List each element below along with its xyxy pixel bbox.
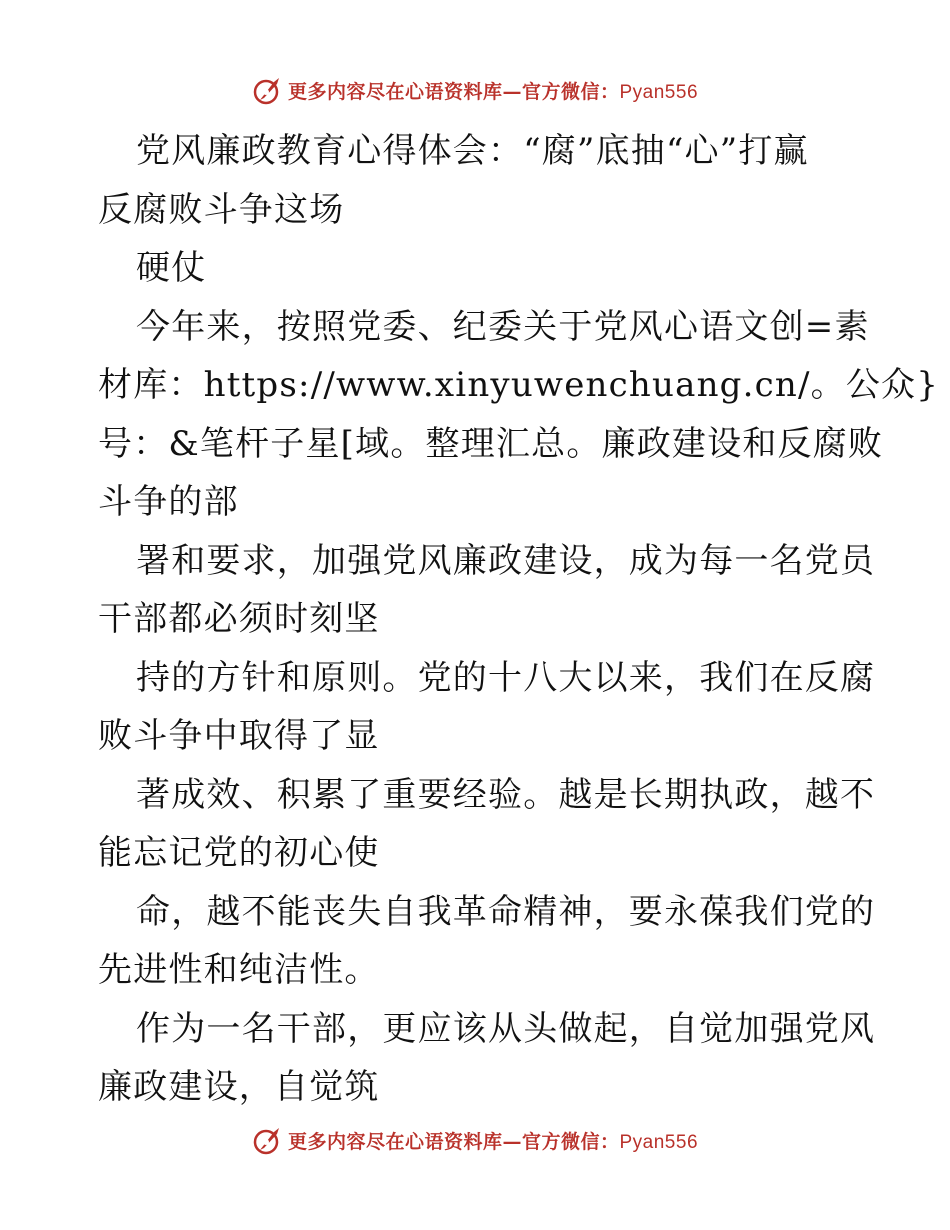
text-line: 材库：https://www.xinyuwenchuang.cn/。公众} [98,365,940,405]
text-line: 硬仗 [136,248,207,288]
text-line: 命，越不能丧失自我革命精神，要永葆我们党的 [136,891,876,932]
banner-text: 更多内容尽在心语资料库—官方微信： [287,80,620,103]
header-banner [0,70,950,110]
text-line: 反腐败斗争这场 [98,189,345,230]
text-line: 今年来，按照党委、纪委关于党风心语文创=素 [136,306,870,347]
text-line: 先进性和纯洁性。 [98,950,380,990]
text-line: 署和要求，加强党风廉政建设，成为每一名党员 [136,540,876,581]
banner-text: 更多内容尽在心语资料库—官方微信： [287,1130,620,1153]
text-line: 斗争的部 [98,482,239,522]
document-body [98,122,940,1117]
text-line: 败斗争中取得了显 [98,716,380,756]
banner-wechat-id: Pyan556 [619,81,699,103]
text-line: 号：&笔杆子星[域。整理汇总。廉政建设和反腐败 [98,423,884,464]
quill-logo-icon [252,1124,284,1156]
text-line: 作为一名干部，更应该从头做起，自觉加强党风 [136,1008,876,1049]
text-line: 廉政建设，自觉筑 [98,1067,380,1107]
text-line: 持的方针和原则。党的十八大以来，我们在反腐 [136,657,876,698]
quill-logo-icon [252,74,284,106]
text-line: 党风廉政教育心得体会：“腐”底抽“心”打赢 [136,131,809,171]
footer-banner [0,1120,950,1160]
text-line: 干部都必须时刻坚 [98,599,380,639]
text-line: 能忘记党的初心使 [98,833,380,873]
banner-wechat-id: Pyan556 [619,1131,699,1153]
text-line: 著成效、积累了重要经验。越是长期执政，越不 [136,774,876,815]
